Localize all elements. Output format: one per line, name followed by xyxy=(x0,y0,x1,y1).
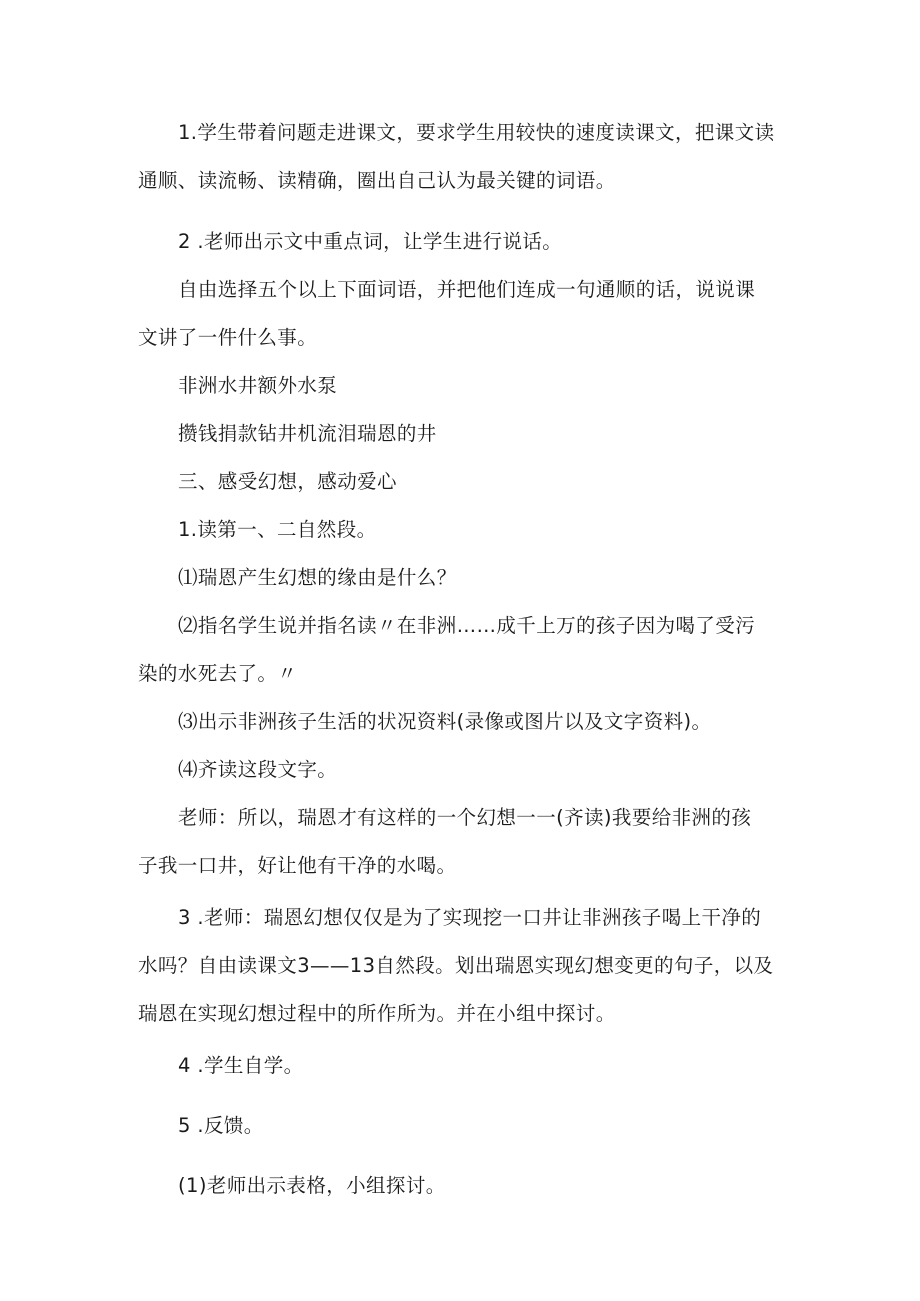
paragraph-free-choice xyxy=(138,266,788,362)
paragraph-item-2 xyxy=(138,602,788,698)
text-line: 子我一口井，好让他有干净的水喝。 xyxy=(138,854,457,877)
text-line: 染的水死去了。〃 xyxy=(138,662,298,685)
text-line: 通顺、读流畅、读精确，圈出自己认为最关键的词语。 xyxy=(138,169,616,192)
text-line: 文讲了一件什么事。 xyxy=(138,326,318,349)
section-heading xyxy=(138,458,788,506)
paragraph-teacher-dream xyxy=(138,794,788,890)
text-line: 3 .老师：瑞恩幻想仅仅是为了实现挖一口井让非洲孩子喝上干净的 xyxy=(178,906,762,929)
paragraph-teacher-question xyxy=(138,894,788,1038)
text-line: ⑷齐读这段文字。 xyxy=(178,758,338,781)
paragraph-key-words xyxy=(138,218,788,266)
paragraph-feedback xyxy=(138,1102,788,1150)
text-line: ⑶出示非洲孩子生活的状况资料(录像或图片以及文字资料)。 xyxy=(178,710,712,733)
text-line: 老师：所以，瑞恩才有这样的一个幻想一一(齐读)我要给非洲的孩 xyxy=(178,806,752,829)
text-line: 自由选择五个以上下面词语，并把他们连成一句通顺的话，说说课 xyxy=(178,278,756,301)
text-line: (1)老师出示表格，小组探讨。 xyxy=(178,1174,446,1197)
text-line: 瑞恩在实现幻想过程中的所作所为。并在小组中探讨。 xyxy=(138,1002,616,1025)
paragraph-read-first xyxy=(138,506,788,554)
text-line: 攒钱捐款钻井机流泪瑞恩的井 xyxy=(178,422,437,445)
text-line: 三、感受幻想，感动爱心 xyxy=(178,470,397,493)
text-line: ⑴瑞恩产生幻想的缘由是什么？ xyxy=(178,566,457,589)
text-line: 5 .反馈。 xyxy=(178,1114,264,1137)
text-line: 1.学生带着问题走进课文，要求学生用较快的速度读课文，把课文读 xyxy=(178,121,775,144)
text-line: ⑵指名学生说并指名读〃在非洲……成千上万的孩子因为喝了受污 xyxy=(178,614,756,637)
text-line: 非洲水井额外水泵 xyxy=(178,374,338,397)
text-line: 4 .学生自学。 xyxy=(178,1054,304,1077)
paragraph-word-list-2 xyxy=(138,410,788,458)
text-line: 2 .老师出示文中重点词，让学生进行说话。 xyxy=(178,230,563,253)
text-line: 水吗？自由读课文3——13自然段。划出瑞恩实现幻想变更的句子，以及 xyxy=(138,954,774,977)
paragraph-item-1 xyxy=(138,554,788,602)
paragraph-word-list-1 xyxy=(138,362,788,410)
paragraph-reading-task xyxy=(138,109,788,205)
text-line: 1.读第一、二自然段。 xyxy=(178,518,377,541)
paragraph-table-discussion xyxy=(138,1162,788,1210)
paragraph-item-4 xyxy=(138,746,788,794)
paragraph-self-study xyxy=(138,1042,788,1090)
paragraph-item-3 xyxy=(138,698,788,746)
